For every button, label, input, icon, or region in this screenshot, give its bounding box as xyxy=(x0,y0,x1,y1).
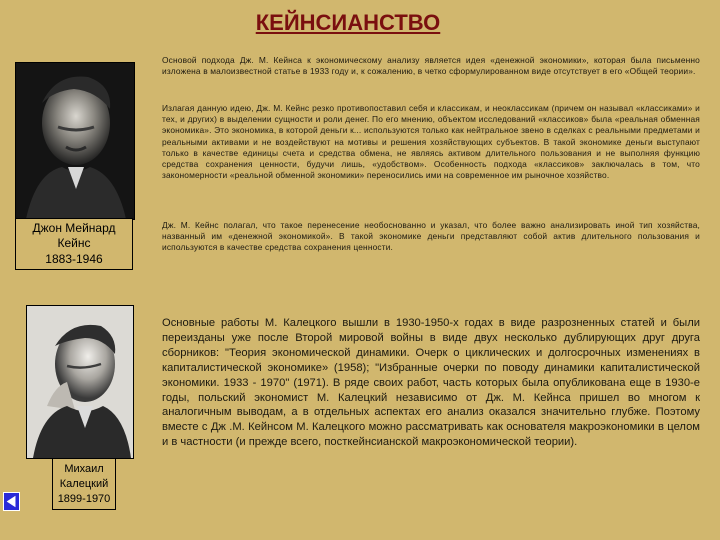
slide-title: КЕЙНСИАНСТВО xyxy=(255,10,441,35)
back-arrow-icon xyxy=(4,493,19,510)
back-button[interactable] xyxy=(3,492,20,511)
kalecki-paragraph: Основные работы М. Калецкого вышли в 1930-1950-х годах в виде разрозненных статей и были переизданы уже после Второй мировой войны в виде двух несколько дублирующих друг друга сборников: "Теория экономической динамики. Очерк о циклических и долгосрочных изменениях в капиталистической экономике» (1958); "Избранные очерки по поводу динамики капиталистической экономики. 1933 - 1970" (1971). В ряде своих работ, часть которых была опубликована еще в 1930-е годы, польский экономист М. Калецкий независимо от Дж. М. Кейнса пришел во многом к аналогичным выводам, а в отдельных аспектах его анализ оказался значительно глубже. Поэтому вместе с Дж .М. Кейнсом М. Калецкого можно рассматривать как основателя макроэкономики в целом и в частности (и прежде всего, посткейнсианской макроэкономической теории). xyxy=(162,317,700,449)
keynes-paragraph-1: Основой подхода Дж. М. Кейнса к экономическому анализу является идея «денежной экономики», которая была письменно изложена в малоизвестной статье в 1933 году и, к сожалению, в четко сформулированном виде отсутствует в его «Общей теории». xyxy=(162,55,700,77)
caption-line: Калецкий xyxy=(59,477,109,490)
caption-line: Михаил xyxy=(64,462,104,475)
caption-line: 1899-1970 xyxy=(57,492,111,505)
kalecki-portrait xyxy=(26,305,134,459)
caption-line: Кейнс xyxy=(57,236,91,251)
caption-line: 1883-1946 xyxy=(45,251,103,266)
keynes-paragraph-2: Излагая данную идею, Дж. М. Кейнс резко противопоставил себя и классикам, и неоклассикам (причем он называл «классиками» и тех, и других) в выделении сущности и роли денег. По его мнению, объектом исследований «классиков» была «реальная обменная экономика». Это экономика, в которой деньги к... используются только как нейтральное звено в сделках с реальными предметами и реальными активами и не воздействуют на мотивы и решения хозяйствующих субъектов. В такой экономике деньги выступают только в качестве единицы счета и средства обмена, не являясь активом длительного пользования и не выполняя функцию средства сохранения ценности, будучи лишь, «удобством». Особенность подхода «классиков» заключалась в том, что закономерности «реальной обменной экономики» переносились ими на современное им рыночное хозяйство. xyxy=(162,103,700,181)
caption-line: Джон Мейнард xyxy=(32,220,116,235)
kalecki-caption xyxy=(52,458,116,510)
keynes-caption xyxy=(15,218,133,270)
keynes-paragraph-3: Дж. М. Кейнс полагал, что такое перенесение необоснованно и указал, что более важно анализировать иной тип хозяйства, названный им «денежной экономикой». В такой экономике деньги представляют собой актив длительного пользования и используются в качестве средства сохранения ценности. xyxy=(162,220,700,253)
keynes-portrait xyxy=(15,62,135,220)
